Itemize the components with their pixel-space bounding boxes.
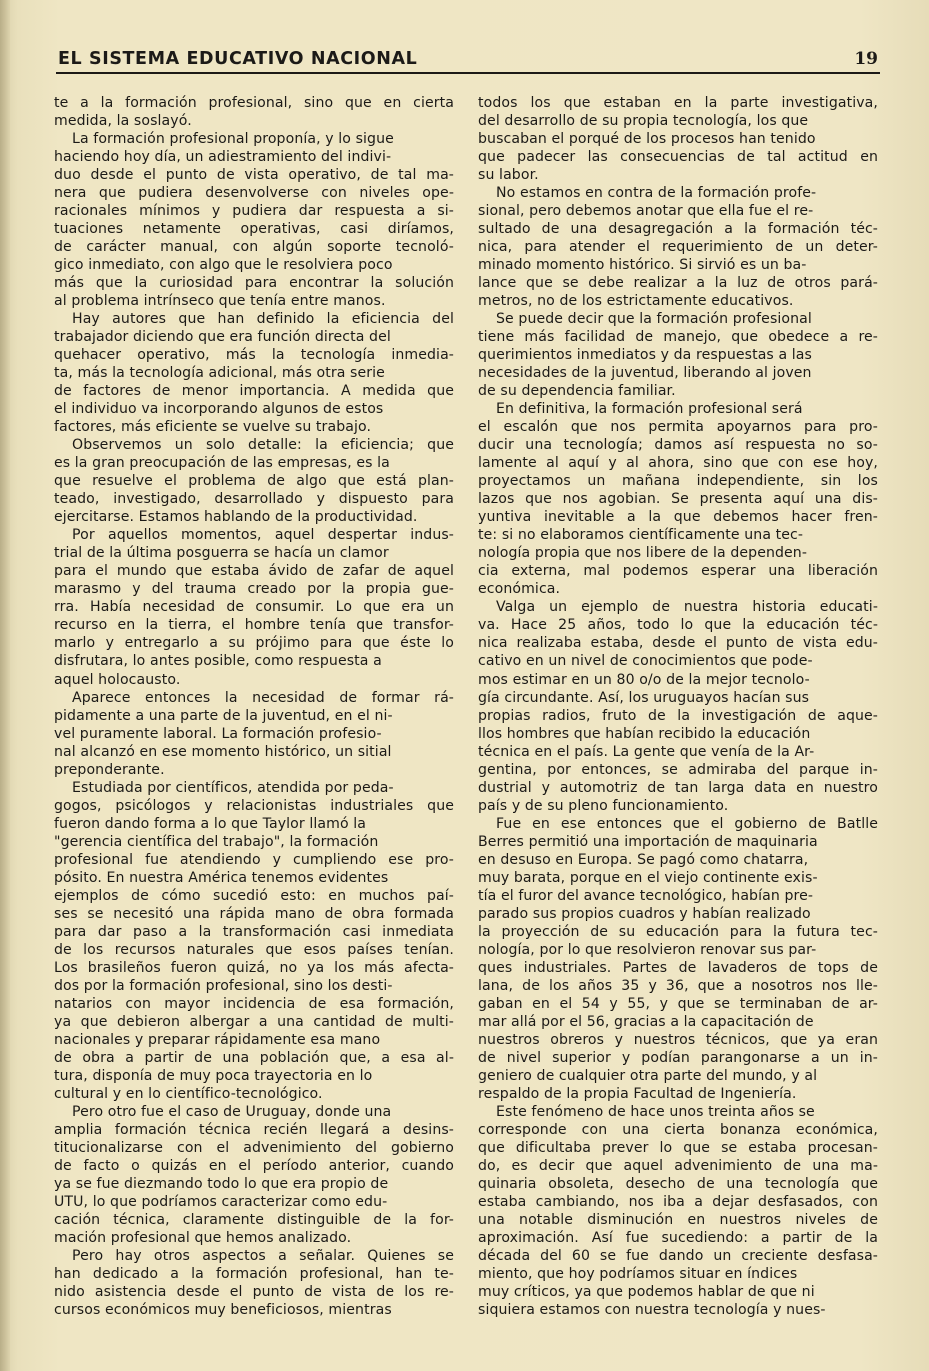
text-line: de obra a partir de una población que, a esa al- xyxy=(54,1049,454,1066)
text-line: el individuo va incorporando algunos de estos xyxy=(54,401,384,418)
text-line: ejercitarse. Estamos hablando de la productividad. xyxy=(54,509,418,526)
text-line: tura, disponía de muy poca trayectoria en lo xyxy=(54,1067,373,1084)
text-line: su labor. xyxy=(478,167,539,184)
text-line: de su dependencia familiar. xyxy=(478,383,676,400)
text-line: Este fenómeno de hace unos treinta años se xyxy=(496,1103,815,1120)
text-line: técnica en el país. La gente que venía de la Ar- xyxy=(478,743,815,760)
text-line: rra. Había necesidad de consumir. Lo que era un xyxy=(54,599,454,616)
text-line: propias radios, fruto de la investigación de aque- xyxy=(478,707,878,724)
text-line: trabajador diciendo que era función directa del xyxy=(54,329,391,346)
text-line: Fue en ese entonces que el gobierno de Batlle xyxy=(496,815,878,832)
running-header xyxy=(56,49,880,69)
text-line: La formación profesional proponía, y lo sigue xyxy=(72,131,394,148)
text-line: sultado de una desagregación a la formación téc- xyxy=(478,221,878,238)
text-line: que dificultaba prever lo que se estaba procesan- xyxy=(478,1139,878,1156)
text-line: país y de su pleno funcionamiento. xyxy=(478,797,729,814)
text-line: de los recursos naturales que esos países tenían. xyxy=(54,941,454,958)
text-line: trial de la última posguerra se hacía un clamor xyxy=(54,545,389,562)
text-line: lamente al aquí y al ahora, sino que con ese hoy, xyxy=(478,455,878,472)
text-line: dustrial y automotriz de tan larga data en nuestro xyxy=(478,779,878,796)
text-line: querimientos inmediatos y da respuestas a las xyxy=(478,347,812,364)
text-line: que resuelve el problema de algo que está plan- xyxy=(54,473,454,490)
text-line: No estamos en contra de la formación profe- xyxy=(496,185,817,202)
text-line: racionales mínimos y pudiera dar respuesta a si- xyxy=(54,203,454,220)
text-line: al problema intrínseco que tenía entre manos. xyxy=(54,293,386,310)
page-number: 19 xyxy=(854,49,878,69)
text-line: geniero de cualquier otra parte del mundo, y al xyxy=(478,1067,818,1084)
text-line: Berres permitió una importación de maquinaria xyxy=(478,833,818,850)
text-line: va. Hace 25 años, todo lo que la educación téc- xyxy=(478,617,878,634)
text-line: ducir una tecnología; damos así respuesta no so- xyxy=(478,437,878,454)
text-line: dos por la formación profesional, sino los desti- xyxy=(54,977,393,994)
text-line: mar allá por el 56, gracias a la capacitación de xyxy=(478,1013,814,1030)
text-line: nacionales y preparar rápidamente esa mano xyxy=(54,1031,381,1048)
text-line: gentina, por entonces, se admiraba del parque in- xyxy=(478,761,878,778)
text-line: En definitiva, la formación profesional será xyxy=(496,401,803,418)
text-line: Por aquellos momentos, aquel despertar indus- xyxy=(72,527,454,544)
text-line: económica. xyxy=(478,581,561,598)
text-line: que padecer las consecuencias de tal actitud en xyxy=(478,149,878,166)
text-line: ya se fue diezmando todo lo que era propio de xyxy=(54,1175,389,1192)
text-line: han dedicado a la formación profesional, han te- xyxy=(54,1266,454,1283)
text-line: pósito. En nuestra América tenemos evidentes xyxy=(54,869,389,886)
text-line: ejemplos de cómo sucedió esto: en muchos paí- xyxy=(54,887,454,904)
text-line: proyectamos un mañana independiente, sin los xyxy=(478,473,878,490)
header-rule xyxy=(56,72,880,74)
text-line: mación profesional que hemos analizado. xyxy=(54,1229,352,1246)
text-line: cia externa, mal podemos esperar una liberación xyxy=(478,563,878,580)
text-line: nido asistencia desde el punto de vista de los re- xyxy=(54,1284,454,1301)
text-line: Los brasileños fueron quizá, no ya los más afecta- xyxy=(54,959,454,976)
text-line: tiene más facilidad de manejo, que obedece a re- xyxy=(478,329,878,346)
text-line: teado, investigado, desarrollado y dispuesto para xyxy=(54,491,454,508)
text-line: natarios con mayor incidencia de esa formación, xyxy=(54,995,454,1012)
text-line: nología propia que nos libere de la dependen- xyxy=(478,545,808,562)
text-line: aquel holocausto. xyxy=(54,671,181,688)
text-line: de facto o quizás en el período anterior, cuando xyxy=(54,1157,454,1174)
text-line: recurso en la tierra, el hombre tenía que transfor- xyxy=(54,617,454,634)
text-line: do, es decir que aquel advenimiento de una ma- xyxy=(478,1157,878,1174)
text-line: yuntiva inevitable a la que debemos hacer fren- xyxy=(478,509,878,526)
text-line: más que la curiosidad para encontrar la solución xyxy=(54,275,454,292)
text-line: Pero hay otros aspectos a señalar. Quienes se xyxy=(72,1248,454,1264)
text-line: Se puede decir que la formación profesional xyxy=(496,311,812,328)
text-line: corresponde con una cierta bonanza económica, xyxy=(478,1121,878,1138)
text-line: Valga un ejemplo de nuestra historia educati- xyxy=(496,599,878,616)
text-line: titucionalizarse con el advenimiento del gobierno xyxy=(54,1139,454,1156)
text-line: marlo y entregarlo a su prójimo para que éste lo xyxy=(54,635,454,652)
text-line: disfrutara, lo antes posible, como respuesta a xyxy=(54,653,382,670)
text-line: nal alcanzó en ese momento histórico, un sitial xyxy=(54,743,392,760)
text-line: mos estimar en un 80 o/o de la mejor tecnolo- xyxy=(478,671,810,688)
text-line: te a la formación profesional, sino que en cierta xyxy=(54,95,454,111)
text-line: duo desde el punto de vista operativo, de tal ma- xyxy=(54,167,454,184)
text-line: minado momento histórico. Si sirvió es un ba- xyxy=(478,257,807,274)
text-line: profesional fue atendiendo y cumpliendo ese pro- xyxy=(54,851,454,868)
text-line: nica realizaba estaba, desde el punto de vista edu- xyxy=(478,635,878,652)
text-line: lazos que nos agobian. Se presenta aquí una dis- xyxy=(478,491,878,508)
binding-edge xyxy=(0,0,10,1371)
text-line: ques industriales. Partes de lavaderos de tops de xyxy=(478,959,878,976)
text-line: de nivel superior y podían parangonarse a un in- xyxy=(478,1049,878,1066)
text-line: Pero otro fue el caso de Uruguay, donde una xyxy=(72,1103,392,1120)
text-line: cursos económicos muy beneficiosos, mientras xyxy=(54,1302,392,1319)
text-line: década del 60 se fue dando un creciente desfasa- xyxy=(478,1248,878,1264)
text-line: muy barata, porque en el viejo continente exis- xyxy=(478,869,818,886)
text-line: gía circundante. Así, los uruguayos hacían sus xyxy=(478,689,810,706)
text-line: de factores de menor importancia. A medida que xyxy=(54,383,454,400)
text-line: sional, pero debemos anotar que ella fue el re- xyxy=(478,203,814,220)
text-line: Hay autores que han definido la eficiencia del xyxy=(72,311,454,328)
text-line: gico inmediato, con algo que le resolviera poco xyxy=(54,257,393,274)
text-line: Aparece entonces la necesidad de formar rá- xyxy=(72,689,454,706)
text-line: Estudiada por científicos, atendida por peda- xyxy=(72,779,394,796)
text-line: medida, la soslayó. xyxy=(54,113,192,130)
text-line: metros, no de los estrictamente educativos. xyxy=(478,293,794,310)
text-line: amplia formación técnica recién llegará a desins- xyxy=(54,1121,454,1138)
text-line: cativo en un nivel de conocimientos que pode- xyxy=(478,653,813,670)
text-line: una notable disminución en nuestros niveles de xyxy=(478,1211,878,1228)
text-line: ta, más la tecnología adicional, más otra serie xyxy=(54,365,385,382)
text-line: siquiera estamos con nuestra tecnología y nues- xyxy=(478,1302,826,1319)
text-column-left xyxy=(54,94,454,1319)
text-line: tuaciones netamente operativas, casi diríamos, xyxy=(54,221,454,238)
text-line: el escalón que nos permita apoyarnos para pro- xyxy=(478,419,878,436)
text-line: quinaria obsoleta, desecho de una tecnología que xyxy=(478,1175,878,1192)
text-line: marasmo y del trauma creado por la propia gue- xyxy=(54,581,454,598)
running-header-title: EL SISTEMA EDUCATIVO NACIONAL xyxy=(58,49,418,69)
text-line: de carácter manual, con algún soporte tecnoló- xyxy=(54,239,454,256)
text-line: te: si no elaboramos científicamente una tec- xyxy=(478,527,804,544)
text-line: nera que pudiera desenvolverse con niveles ope- xyxy=(54,185,454,202)
text-line: ya que debieron albergar a una cantidad de multi- xyxy=(54,1013,454,1030)
text-line: vel puramente laboral. La formación profesio- xyxy=(54,725,382,742)
text-line: cación técnica, claramente distinguible de la for- xyxy=(54,1211,454,1228)
text-line: es la gran preocupación de las empresas, es la xyxy=(54,455,390,472)
text-line: nología, por lo que resolvieron renovar sus par- xyxy=(478,941,817,958)
text-line: para el mundo que estaba ávido de zafar de aquel xyxy=(54,563,454,580)
text-line: buscaban el porqué de los procesos han tenido xyxy=(478,131,816,148)
text-line: lana, de los años 35 y 36, que a nosotros nos lle- xyxy=(478,977,878,994)
text-line: para dar paso a la transformación casi inmediata xyxy=(54,923,454,940)
text-line: del desarrollo de su propia tecnología, los que xyxy=(478,113,809,130)
text-line: "gerencia científica del trabajo", la formación xyxy=(54,833,379,850)
text-line: nuestros obreros y nuestros técnicos, que ya eran xyxy=(478,1031,878,1048)
text-line: Observemos un solo detalle: la eficiencia; que xyxy=(72,437,454,454)
text-line: en desuso en Europa. Se pagó como chatarra, xyxy=(478,851,809,868)
text-line: preponderante. xyxy=(54,761,165,778)
text-line: UTU, lo que podríamos caracterizar como edu- xyxy=(54,1193,388,1210)
text-line: la proyección de su educación para la futura tec- xyxy=(478,923,878,940)
text-line: parado sus propios cuadros y habían realizado xyxy=(478,905,811,922)
text-line: aproximación. Así fue sucediendo: a partir de la xyxy=(478,1229,878,1246)
text-line: gogos, psicólogos y relacionistas industriales que xyxy=(54,797,454,814)
text-line: necesidades de la juventud, liberando al joven xyxy=(478,365,812,382)
text-line: factores, más eficiente se vuelve su trabajo. xyxy=(54,419,372,436)
text-line: haciendo hoy día, un adiestramiento del indivi- xyxy=(54,149,392,166)
text-line: todos los que estaban en la parte investigativa, xyxy=(478,95,878,111)
text-line: respaldo de la propia Facultad de Ingeniería. xyxy=(478,1085,797,1102)
text-line: nica, para atender el requerimiento de un deter- xyxy=(478,239,878,256)
text-line: cultural y en lo científico-tecnológico. xyxy=(54,1085,323,1102)
text-line: quehacer operativo, más la tecnología inmedia- xyxy=(54,347,454,364)
text-line: miento, que hoy podríamos situar en índices xyxy=(478,1266,798,1283)
text-line: gaban en el 54 y 55, y que se terminaban de ar- xyxy=(478,995,878,1012)
text-line: ses se necesitó una rápida mano de obra formada xyxy=(54,905,454,922)
text-line: muy críticos, ya que podemos hablar de que ni xyxy=(478,1284,815,1301)
text-line: fueron dando forma a lo que Taylor llamó la xyxy=(54,815,367,832)
text-line: pidamente a una parte de la juventud, en el ni- xyxy=(54,707,393,724)
text-line: estaba cambiando, nos iba a dejar desfasados, con xyxy=(478,1193,878,1210)
text-line: tía el furor del avance tecnológico, habían pre- xyxy=(478,887,814,904)
text-line: llos hombres que habían recibido la educación xyxy=(478,725,811,742)
text-column-right xyxy=(478,94,878,1319)
text-line: lance que se debe realizar a la luz de otros pará- xyxy=(478,275,878,292)
